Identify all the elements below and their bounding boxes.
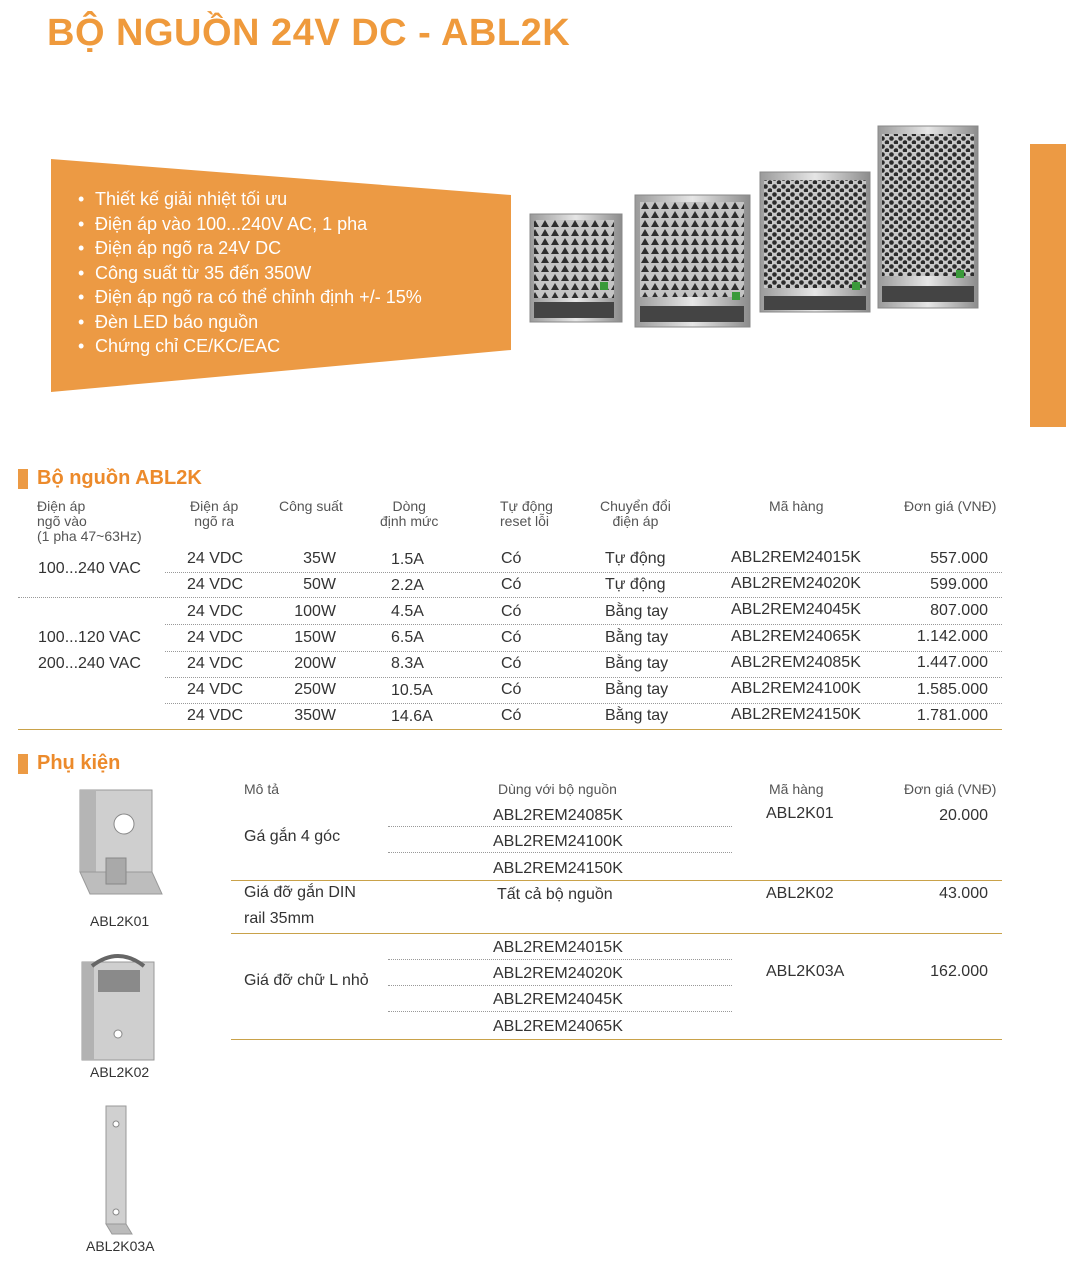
cell-switch: Bằng tay (605, 707, 669, 724)
acc-desc: Gá gắn 4 góc (244, 828, 341, 845)
cell-reset: Có (501, 655, 522, 672)
cell-price: 807.000 (930, 602, 988, 619)
input-group-2: 100...120 VAC (38, 629, 141, 646)
cell-price: 1.585.000 (916, 681, 988, 698)
input-group-1: 100...240 VAC (38, 560, 141, 577)
acc-header-desc: Mô tả (244, 781, 280, 797)
acc-header-price: Đơn giá (VNĐ) (904, 781, 997, 797)
acc-code: ABL2K02 (766, 885, 834, 902)
row-divider (388, 1011, 732, 1012)
row-divider (165, 703, 1002, 704)
feature-list (78, 187, 422, 359)
cell-power: 150W (294, 629, 336, 646)
row-divider (388, 959, 732, 960)
cell-switch: Bằng tay (605, 681, 669, 698)
acc-row-rule (231, 880, 1002, 881)
cell-price: 557.000 (930, 550, 988, 567)
group-divider (18, 597, 1002, 598)
acc-header-code: Mã hàng (769, 781, 824, 797)
col-header-current: Dòng định mức (380, 498, 439, 529)
cell-power: 350W (294, 707, 336, 724)
row-divider (388, 826, 732, 827)
input-group-2: 200...240 VAC (38, 655, 141, 672)
section-heading-accessories (18, 752, 120, 775)
acc-code: ABL2K03A (766, 963, 845, 980)
feature-item: • Đèn LED báo nguồn (78, 310, 422, 335)
power-supply-image (520, 120, 990, 340)
cell-price: 1.781.000 (916, 707, 988, 724)
feature-item: • Điện áp ngõ ra 24V DC (78, 236, 422, 261)
cell-power: 200W (294, 655, 336, 672)
acc-used-with: ABL2REM24020K (493, 965, 623, 982)
cell-output: 24 VDC (187, 603, 244, 620)
row-divider (388, 852, 732, 853)
section-title: Bộ nguồn ABL2K (37, 467, 202, 489)
cell-output: 24 VDC (187, 707, 244, 724)
feature-item: • Điện áp ngõ ra có thể chỉnh định +/- 15% (78, 285, 422, 310)
corner-bracket-icon (76, 788, 164, 906)
col-header-reset: Tự động reset lỗi (500, 498, 553, 529)
acc-price: 43.000 (939, 885, 988, 902)
cell-power: 100W (294, 603, 336, 620)
row-divider (165, 651, 1002, 652)
acc-used-with: Tất cả bộ nguồn (497, 886, 613, 903)
cell-code: ABL2REM24020K (731, 575, 861, 592)
col-header-code: Mã hàng (769, 498, 824, 514)
cell-output: 24 VDC (187, 681, 244, 698)
row-divider (388, 985, 732, 986)
cell-price: 1.142.000 (916, 628, 988, 645)
acc-used-with: ABL2REM24015K (493, 939, 623, 956)
cell-output: 24 VDC (187, 655, 244, 672)
acc-code: ABL2K01 (766, 805, 834, 822)
feature-item: • Thiết kế giải nhiệt tối ưu (78, 187, 422, 212)
acc-price: 20.000 (939, 807, 988, 824)
acc-used-with: ABL2REM24045K (493, 991, 623, 1008)
table-bottom-rule (18, 729, 1002, 730)
col-header-switch: Chuyển đổi điện áp (600, 498, 671, 529)
col-header-power: Công suất (279, 498, 343, 514)
acc-desc: Giá đỡ gắn DIN (244, 884, 356, 901)
acc-row-rule (231, 933, 1002, 934)
cell-reset: Có (501, 629, 522, 646)
acc-table-bottom-rule (231, 1039, 1002, 1040)
psu-350w (878, 126, 978, 308)
acc-price: 162.000 (930, 963, 988, 980)
cell-current: 2.2A (391, 577, 424, 594)
cell-reset: Có (501, 603, 522, 620)
row-divider (165, 677, 1002, 678)
cell-switch: Bằng tay (605, 629, 669, 646)
cell-code: ABL2REM24100K (731, 680, 861, 697)
feature-item: • Công suất từ 35 đến 350W (78, 261, 422, 286)
cell-code: ABL2REM24065K (731, 628, 861, 645)
section-marker (18, 469, 28, 489)
feature-item: • Chứng chỉ CE/KC/EAC (78, 334, 422, 359)
col-header-input: Điện áp ngõ vào (1 pha 47~63Hz) (37, 498, 142, 544)
acc-desc: rail 35mm (244, 910, 315, 927)
section-marker (18, 754, 28, 774)
cell-switch: Bằng tay (605, 603, 669, 620)
l-bracket-icon (96, 1104, 136, 1236)
cell-price: 599.000 (930, 576, 988, 593)
cell-code: ABL2REM24015K (731, 549, 861, 566)
row-divider (165, 624, 1002, 625)
cell-power: 50W (303, 576, 336, 593)
accessory-caption: ABL2K03A (86, 1238, 155, 1254)
accessory-caption: ABL2K02 (90, 1064, 150, 1080)
cell-code: ABL2REM24150K (731, 706, 861, 723)
cell-power: 35W (303, 550, 336, 567)
section-title: Phụ kiện (37, 752, 121, 774)
cell-current: 1.5A (391, 551, 424, 568)
acc-header-used-with: Dùng với bộ nguồn (498, 781, 617, 797)
cell-switch: Bằng tay (605, 655, 669, 672)
cell-switch: Tự động (605, 550, 666, 567)
cell-code: ABL2REM24085K (731, 654, 861, 671)
cell-reset: Có (501, 550, 522, 567)
side-tab (1030, 144, 1066, 427)
feature-item: • Điện áp vào 100...240V AC, 1 pha (78, 212, 422, 237)
cell-current: 4.5A (391, 603, 424, 620)
acc-desc: Giá đỡ chữ L nhỏ (244, 972, 369, 989)
cell-current: 10.5A (391, 682, 433, 699)
cell-current: 14.6A (391, 708, 433, 725)
cell-reset: Có (501, 576, 522, 593)
acc-used-with: ABL2REM24065K (493, 1018, 623, 1035)
acc-used-with: ABL2REM24085K (493, 807, 623, 824)
col-header-price: Đơn giá (VNĐ) (904, 498, 997, 514)
psu-35w (530, 214, 622, 322)
cell-output: 24 VDC (187, 576, 244, 593)
cell-output: 24 VDC (187, 629, 244, 646)
cell-reset: Có (501, 707, 522, 724)
cell-power: 250W (294, 681, 336, 698)
cell-price: 1.447.000 (916, 654, 988, 671)
acc-used-with: ABL2REM24100K (493, 833, 623, 850)
psu-100w (635, 195, 750, 327)
acc-used-with: ABL2REM24150K (493, 860, 623, 877)
cell-current: 6.5A (391, 629, 424, 646)
cell-reset: Có (501, 681, 522, 698)
cell-current: 8.3A (391, 655, 424, 672)
row-divider (165, 572, 1002, 573)
psu-200w (760, 172, 870, 312)
cell-output: 24 VDC (187, 550, 244, 567)
page-title: BỘ NGUỒN 24V DC - ABL2K (47, 12, 571, 54)
din-rail-bracket-icon (78, 944, 160, 1064)
section-heading-power (18, 467, 202, 490)
col-header-output: Điện áp ngõ ra (190, 498, 239, 529)
accessory-caption: ABL2K01 (90, 913, 150, 929)
cell-switch: Tự động (605, 576, 666, 593)
cell-code: ABL2REM24045K (731, 601, 861, 618)
